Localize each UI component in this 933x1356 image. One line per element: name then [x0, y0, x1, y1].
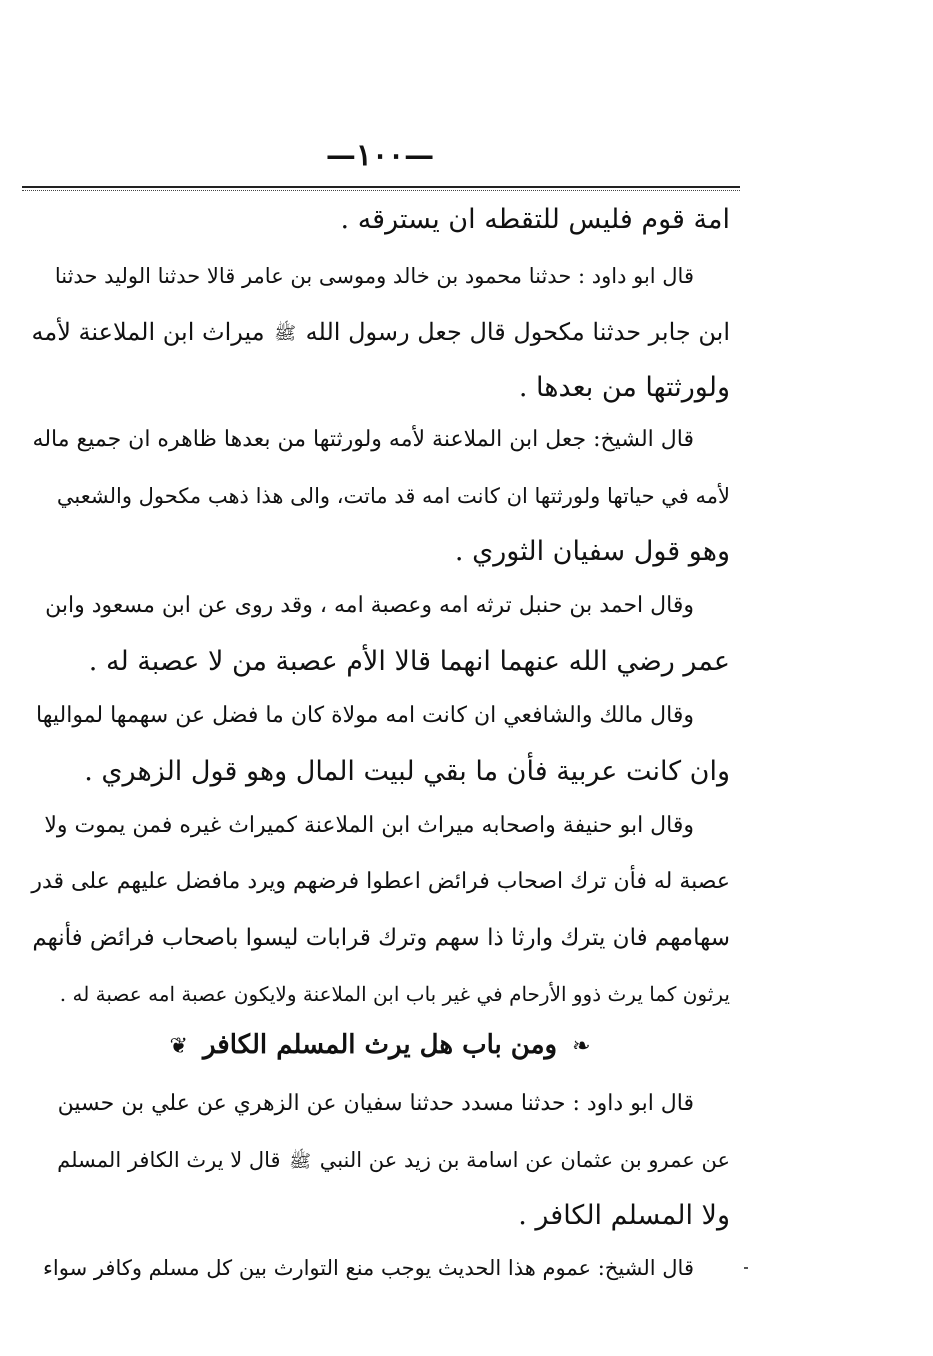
paragraph-shaykh-2: [30, 1240, 730, 1296]
text-line: وقال مالك والشافعي ان كانت امه مولاة كان ما فضل عن سهمها لمواليها: [36, 703, 694, 728]
paragraph-malik: [30, 688, 730, 800]
margin-mark: [744, 1267, 748, 1269]
text-line: [30, 304, 730, 360]
ornament-right-icon: ❧: [572, 1034, 591, 1059]
text-line: قال الشيخ: عموم هذا الحديث يوجب منع التوارث بين كل مسلم وكافر سواء: [43, 1256, 694, 1280]
section-heading-text: ومن باب هل يرث المسلم الكافر: [202, 1030, 558, 1060]
honorific-glyph: ﷺ: [274, 322, 297, 344]
text-line: وهو قول سفيان الثوري .: [454, 536, 730, 567]
section-heading: [0, 1020, 760, 1072]
text-line: امة قوم فليس للتقطه ان يسترقه .: [340, 204, 730, 235]
page-number: —١٠٠—: [325, 138, 435, 173]
text-line: عصبة له فأن ترك اصحاب فرائض اعطوا فرضهم ويرد مافضل عليهم على قدر: [31, 869, 730, 894]
text-line: ولا المسلم الكافر .: [518, 1200, 730, 1231]
paragraph-continuation: [30, 192, 730, 248]
header-rule-dotted: [22, 190, 740, 191]
text-line: لأمه في حياتها ولورثتها ان كانت امه قد ماتت، والى هذا ذهب مكحول والشعبي: [56, 484, 730, 508]
text-line: وان كانت عربية فأن ما بقي لبيت المال وهو قول الزهري .: [84, 756, 730, 787]
text-line: ولورثتها من بعدها .: [518, 372, 730, 403]
text-line: قال ابو داود : حدثنا محمود بن خالد وموسى بن عامر قالا حدثنا الوليد حدثنا: [54, 264, 694, 288]
honorific-glyph: ﷺ: [289, 1150, 312, 1172]
ornament-left-icon: ❦: [169, 1034, 188, 1059]
text-line: [30, 1132, 730, 1188]
paragraph-hadith-2: [30, 1076, 730, 1244]
text-segment: ابن جابر حدثنا مكحول قال جعل رسول الله: [305, 318, 730, 346]
paragraph-hadith-1: [30, 248, 730, 416]
text-segment: عن عمرو بن عثمان عن اسامة بن زيد عن النبي: [319, 1148, 730, 1172]
text-segment: قال لا يرث الكافر المسلم: [57, 1148, 281, 1172]
header-rule: [22, 186, 740, 188]
paragraph-shaykh-1: [30, 412, 730, 580]
text-segment: ميراث ابن الملاعنة لأمه: [31, 318, 265, 346]
text-line: وقال احمد بن حنبل ترثه امه وعصبة امه ، وقد روى عن ابن مسعود وابن: [45, 593, 694, 618]
text-line: سهامهم فان يترك وارثا ذا سهم وترك قرابات ليسوا باصحاب فرائض فأنهم: [32, 925, 730, 951]
paragraph-ahmad: [30, 578, 730, 690]
text-line: وقال ابو حنيفة واصحابه ميراث ابن الملاعنة كميراث غيره فمن يموت ولا: [44, 813, 694, 838]
text-line: قال الشيخ: جعل ابن الملاعنة لأمه ولورثتها من بعدها ظاهره ان جميع ماله: [32, 427, 694, 452]
text-line: يرثون كما يرث ذوو الأرحام في غير باب ابن الملاعنة ولايكون عصبة امه عصبة له .: [59, 982, 730, 1006]
paragraph-abu-hanifa: [30, 798, 730, 1022]
text-line: قال ابو داود : حدثنا مسدد حدثنا سفيان عن الزهري عن علي بن حسين: [57, 1091, 694, 1116]
text-line: عمر رضي الله عنهما انهما قالا الأم عصبة من لا عصبة له .: [88, 646, 730, 677]
